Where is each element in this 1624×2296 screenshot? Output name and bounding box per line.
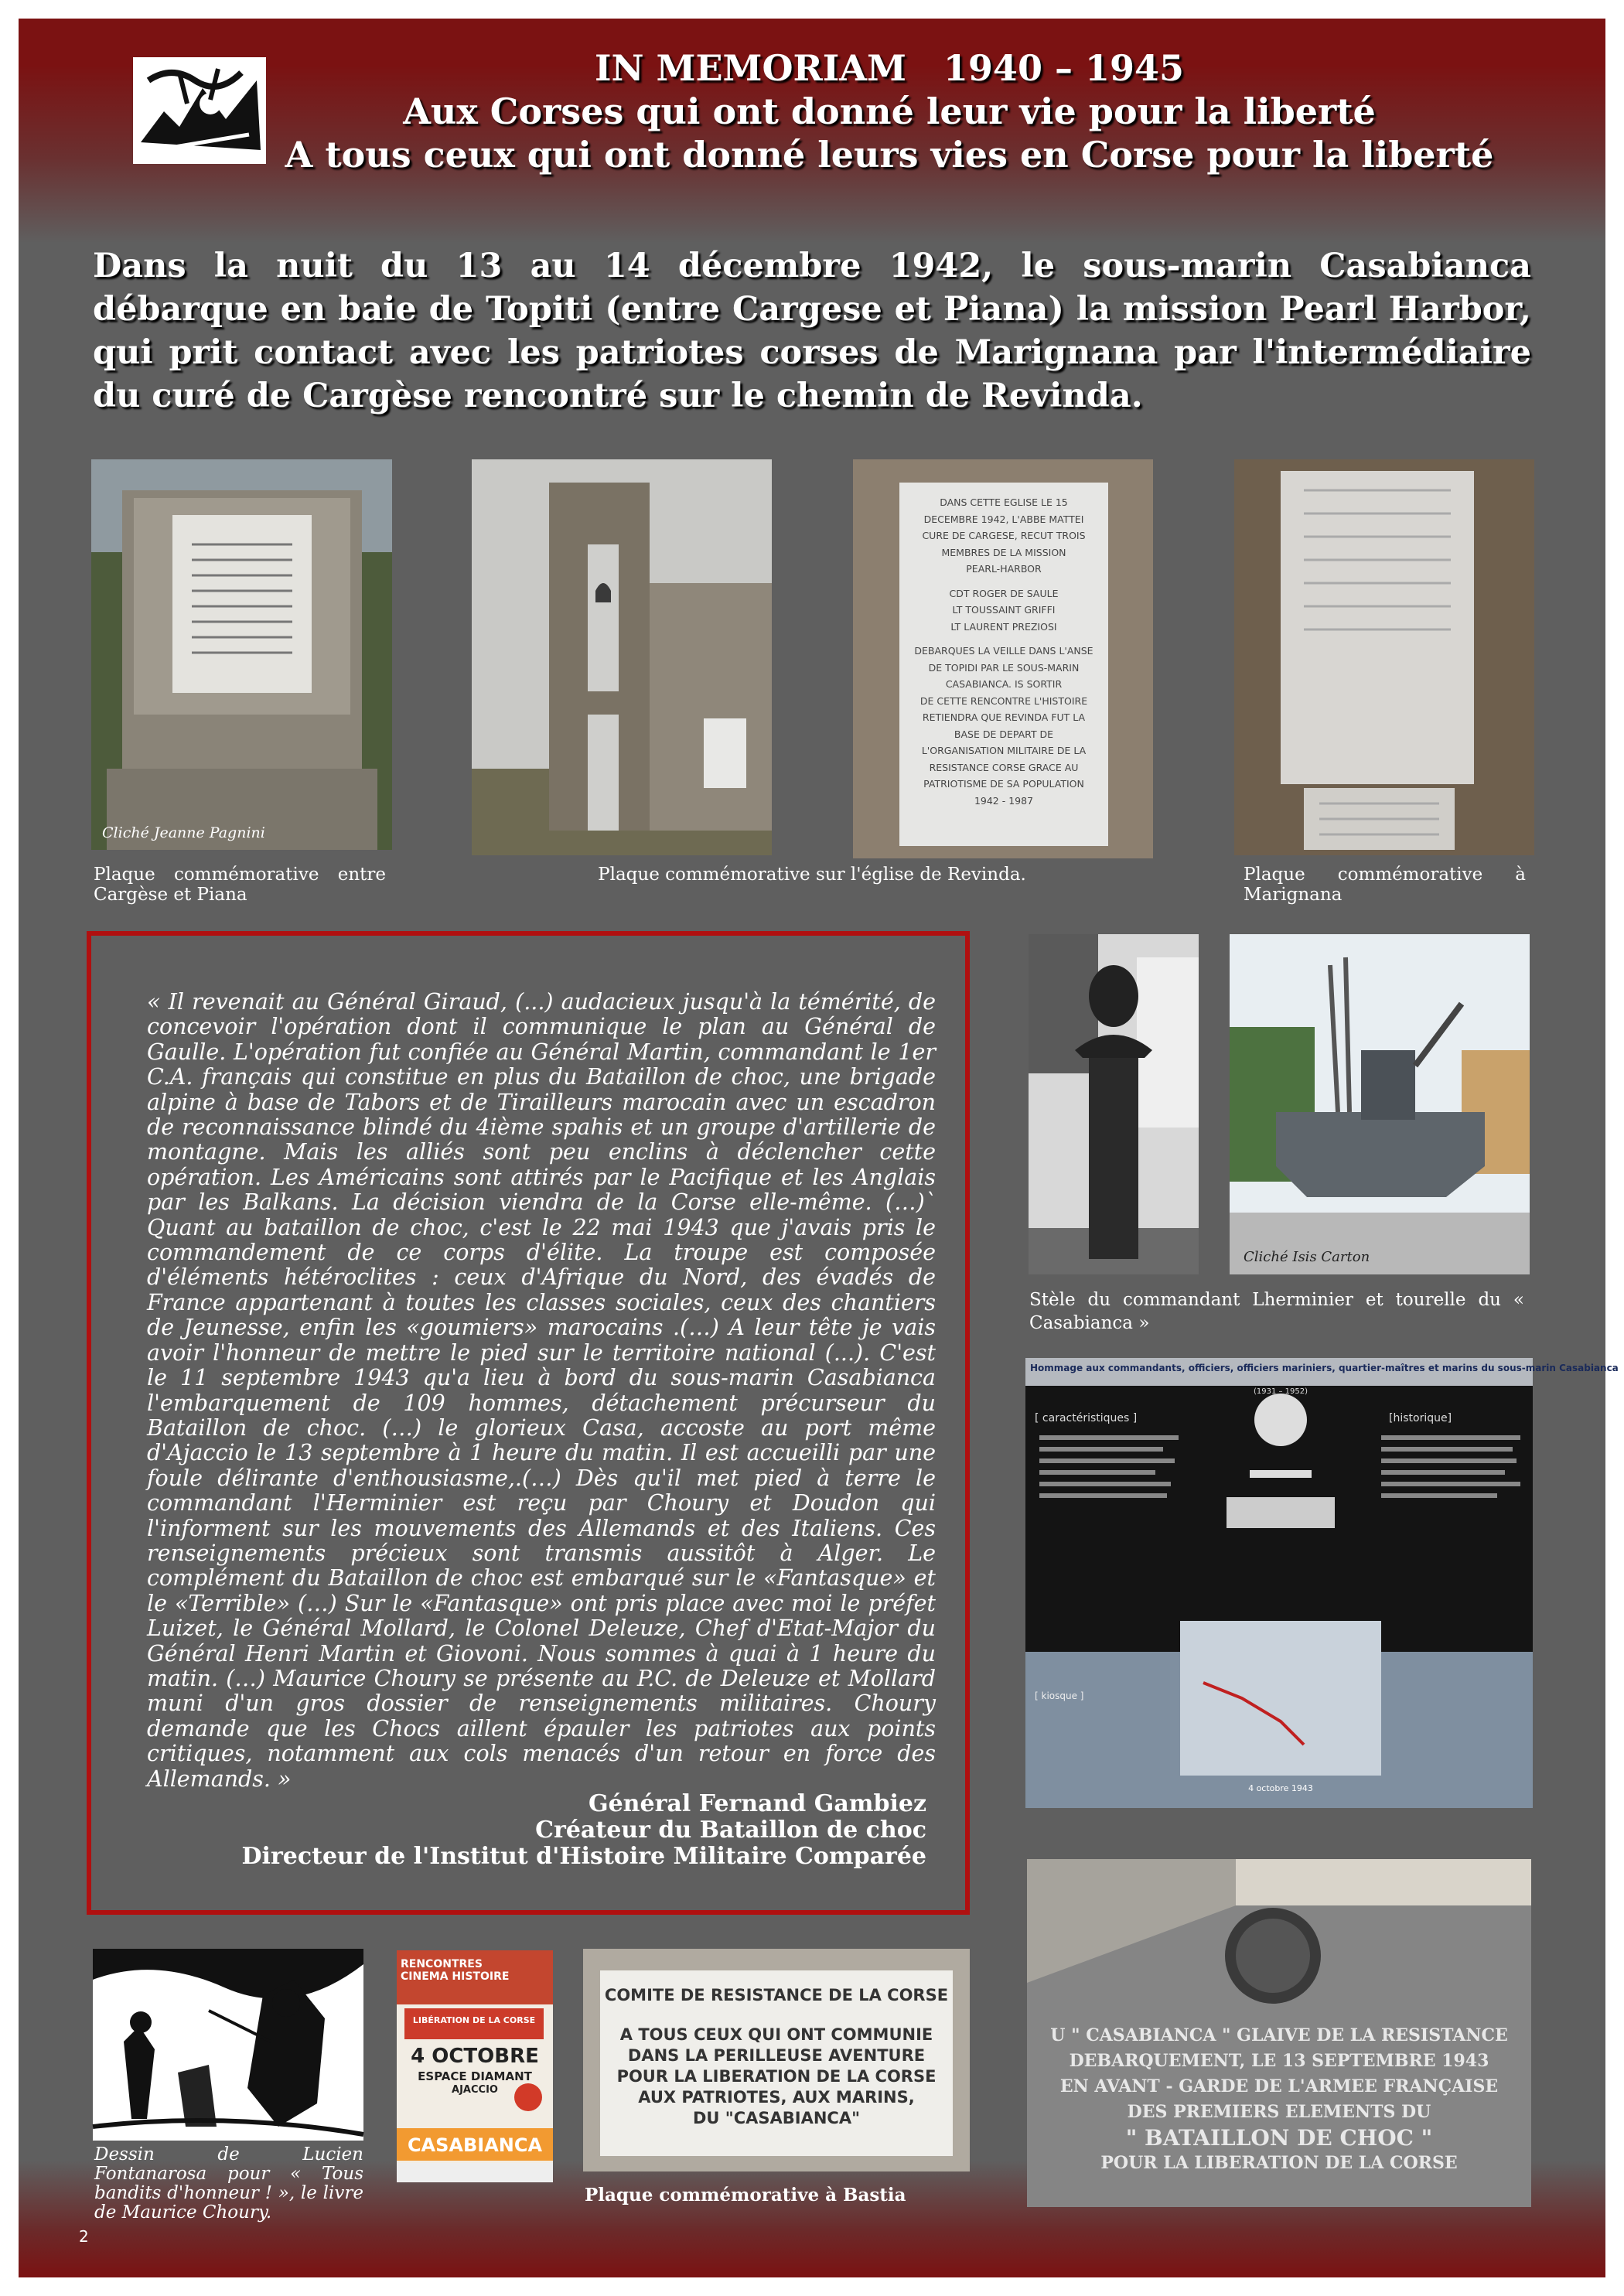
caption-plaque-cargese: Plaque commémorative entre Cargèse et Piana [94, 865, 386, 905]
gambiez-quote-box [87, 931, 970, 1915]
caption-stele-turret: Stèle du commandant Lherminier et tourelle du « Casabianca » [1029, 1290, 1524, 1333]
bastia-plaque-header: COMITE DE RESISTANCE DE LA CORSE [604, 1986, 949, 2004]
caption-bastia: Plaque commémorative à Bastia [585, 2185, 906, 2206]
poster-line-4: ESPACE DIAMANT [418, 2069, 532, 2083]
page-number: 2 [79, 2227, 89, 2246]
photo-stele-lherminier [1029, 934, 1199, 1274]
panel-tab-characteristics: [ caractéristiques ] [1035, 1412, 1138, 1424]
caption-plaque-marignana: Plaque commémorative à Marignana [1244, 865, 1526, 905]
poster-rencontres-cinema [397, 1950, 553, 2182]
poster-line-1: RENCONTRES CINEMA HISTOIRE [401, 1958, 510, 1983]
photo-credit-carton: Cliché Isis Carton [1244, 1249, 1370, 1265]
poster-line-2: LIBÉRATION DE LA CORSE [412, 2015, 536, 2025]
granite-inscription: U " CASABIANCA " GLAIVE DE LA RESISTANCE DEBARQUEMENT, LE 13 SEPTEMBRE 1943 EN AVANT - GARDE DE L'ARMEE FRANÇAISE DES PREMIERS ELEMENTS DU " BATAILLON DE CHOC " POUR LA LIBERATION DE LA CORSE [1050, 2025, 1508, 2173]
photo-monument-cargese [91, 459, 392, 850]
photo-casabianca-turret [1230, 934, 1530, 1274]
poster-line-3: 4 OCTOBRE [411, 2045, 539, 2068]
poster-line-5: AJACCIO [452, 2084, 498, 2096]
bastia-plaque-body: A TOUS CEUX QUI ONT COMMUNIE DANS LA PERILLEUSE AVENTURE POUR LA LIBERATION DE LA CORSE AUX PATRIOTES, AUX MARINS, DU "CASABIANCA" [616, 2025, 937, 2127]
page-title [232, 46, 1547, 176]
title-line-2: Aux Corses qui ont donné leur vie pour la liberté [403, 90, 1376, 132]
quote-signature-role: Créateur du Bataillon de choc [535, 1817, 926, 1844]
title-line-1: IN MEMORIAM 1940 – 1945 [594, 47, 1185, 89]
gambiez-quote-text: « Il revenait au Général Giraud, (...) audacieux jusqu'à la témérité, de concevoir l'opération dont il communique le plan au Général de Gaulle. L'opération fut confiée au Général Martin, commandant le 1er C.A. français qui constitue en plus du Bataillon de choc, une brigade alpine à base de Tabors et de Tirailleurs marocain avec un escadron de reconnaissance blindé du 4ième spahis et un groupe d'artillerie de montagne. Mais les alliés sont peu enclins à déclencher cette opération. Les Américains sont attirés par le Pacifique et les Anglais par les Balkans. La décision viendra de la Corse elle-même. (…)` Quant au bataillon de choc, c'est le 22 mai 1943 que j'avais pris le commandement de ce corps d'élite. La troupe est composée d'éléments hétéroclites : ceux d'Afrique du Nord, des évadés de France appartenant à toutes les classes sociales, ceux des chantiers de Jeunesse, enfin les «goumiers» marocains .(…) A leur tête je vais avoir l'honneur de mettre le pied sur le territoire national (...). C'est le 11 septembre 1943 qu'a lieu à bord du sous-marin Casabianca l'embarquement de 109 hommes, détachement précurseur du Bataillon de choc. (…) le glorieux Casa, accoste au port même d'Ajaccio le 13 septembre à 1 heure du matin. Il est accueilli par une foule délirante d'enthousiasme,.(…) Dès qu'il met pied à terre le commandant l'Herminier est reçu par Choury et Doudon qui l'informent sur les mouvements des Allemands et des Italiens. Ces renseignements précieux sont transmis aussitôt à Alger. Le complément du Bataillon de choc est embarqué sur le «Fantasque» et le «Terrible» (…) Sur le «Fantasque» ont pris place avec moi le préfet Luizet, le Général Mollard, le Colonel Deleuze, Chef d'Etat-Major du Général Henri Martin et Giovoni. Nous sommes à quai à 1 heure du matin. (…) Maurice Choury se présente au P.C. de Deleuze et Mollard muni d'un gros dossier de renseignements militaires. Choury demande que les Chocs aillent épauler les patriotes aux points critiques, notamment aux cols menacés d'un retour en force des Allemands. » [147, 989, 936, 1792]
casabianca-info-panel [1025, 1358, 1619, 1808]
panel-tab-kiosk: [ kiosque ] [1035, 1690, 1084, 1701]
caption-plaque-revinda: Plaque commémorative sur l'église de Revinda. [598, 865, 1026, 885]
quote-signature-institute: Directeur de l'Institut d'Histoire Militaire Comparée [241, 1843, 926, 1870]
revinda-plaque-text: DANS CETTE EGLISE LE 15 DECEMBRE 1942, L'ABBE MATTEI CURE DE CARGESE, RECUT TROIS MEMBRES DE LA MISSION PEARL-HARBOR CDT ROGER DE SAULE LT TOUSSAINT GRIFFI LT LAURENT PREZIOSI DEBARQUES LA VEILLE DANS L'ANSE DE TOPIDI PAR LE SOUS-MARIN CASABIANCA. IS SORTIR DE CETTE RENCONTRE L'HISTOIRE RETIENDRA QUE REVINDA FUT LA BASE DE DEPART DE L'ORGANISATION MILITAIRE DE LA RESISTANCE CORSE GRACE AU PATRIOTISME DE SA POPULATION 1942 - 1987 [914, 496, 1093, 807]
caption-drawing: Dessin de Lucien Fontanarosa pour « Tous bandits d'honneur ! », le livre de Maurice Choury. [94, 2144, 363, 2223]
photo-revinda-plaque [853, 459, 1153, 858]
drawing-fontanarosa [93, 1949, 363, 2141]
photo-revinda-church [472, 459, 772, 855]
intro-paragraph: Dans la nuit du 13 au 14 décembre 1942, le sous-marin Casabianca débarque en baie de Topiti (entre Cargese et Piana) la mission Pearl Harbor, qui prit contact avec les patriotes corses de Marignana par l'intermédiaire du curé de Cargèse rencontré sur le chemin de Revinda. [93, 247, 1531, 415]
title-line-3: A tous ceux qui ont donné leurs vies en Corse pour la liberté [285, 134, 1494, 176]
panel-years: (1931 – 1952) [1253, 1387, 1308, 1396]
panel-tab-history: [historique] [1389, 1412, 1452, 1424]
panel-date: 4 octobre 1943 [1248, 1783, 1313, 1793]
photo-marignana-plaque [1234, 459, 1534, 855]
panel-title: Hommage aux commandants, officiers, officiers mariniers, quartier-maîtres et marins du sous-marin Casabianca [1030, 1363, 1619, 1373]
photo-bastia-plaque [583, 1949, 970, 2171]
poster-line-6: CASABIANCA [407, 2134, 543, 2156]
quote-signature-name: Général Fernand Gambiez [588, 1790, 926, 1817]
photo-granite-memorial [1027, 1859, 1531, 2207]
photo-credit-pagnini: Cliché Jeanne Pagnini [102, 824, 265, 841]
